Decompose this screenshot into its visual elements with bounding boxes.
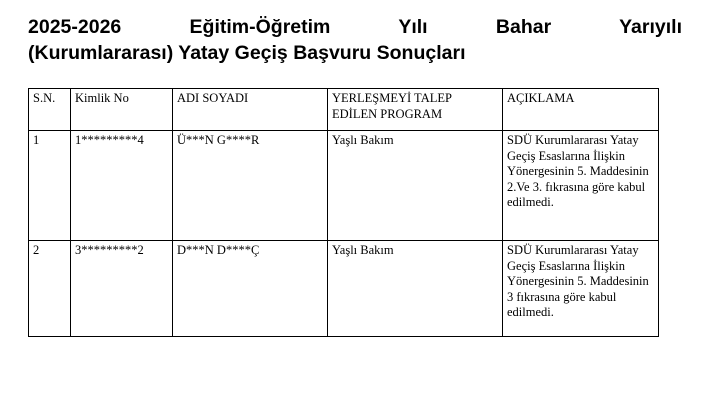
cell-program: Yaşlı Bakım: [328, 131, 503, 241]
table-header: [29, 89, 659, 131]
table-row: [29, 131, 659, 241]
page-title: [28, 14, 682, 66]
cell-aciklama: SDÜ Kurumlararası Yatay Geçiş Esaslarına İlişkin Yönergesinin 5. Maddesinin 2.Ve 3. fıkrasına göre kabul edilmedi.: [503, 131, 659, 241]
column-header-sn: S.N.: [29, 89, 71, 131]
column-header-program: YERLEŞMEYİ TALEP EDİLEN PROGRAM: [328, 89, 503, 131]
cell-sn: 2: [29, 241, 71, 337]
results-table-wrapper: [28, 88, 682, 337]
page-title-line-1: 2025-2026 Eğitim-Öğretim Yılı Bahar Yarıyılı: [28, 16, 682, 38]
cell-kimlik-no: 1*********4: [71, 131, 173, 241]
table-row: [29, 241, 659, 337]
cell-program: Yaşlı Bakım: [328, 241, 503, 337]
cell-kimlik-no: 3*********2: [71, 241, 173, 337]
column-header-adi-soyadi: ADI SOYADI: [173, 89, 328, 131]
cell-aciklama: SDÜ Kurumlararası Yatay Geçiş Esaslarına İlişkin Yönergesinin 5. Maddesinin 3 fıkrasına göre kabul edilmedi.: [503, 241, 659, 337]
table-body: [29, 131, 659, 337]
cell-adi-soyadi: D***N D****Ç: [173, 241, 328, 337]
cell-adi-soyadi: Ü***N G****R: [173, 131, 328, 241]
column-header-aciklama: AÇIKLAMA: [503, 89, 659, 131]
results-table: [28, 88, 659, 337]
cell-sn: 1: [29, 131, 71, 241]
page-title-line-2: (Kurumlararası) Yatay Geçiş Başvuru Sonuçları: [28, 42, 466, 64]
column-header-kimlik-no: Kimlik No: [71, 89, 173, 131]
table-header-row: [29, 89, 659, 131]
